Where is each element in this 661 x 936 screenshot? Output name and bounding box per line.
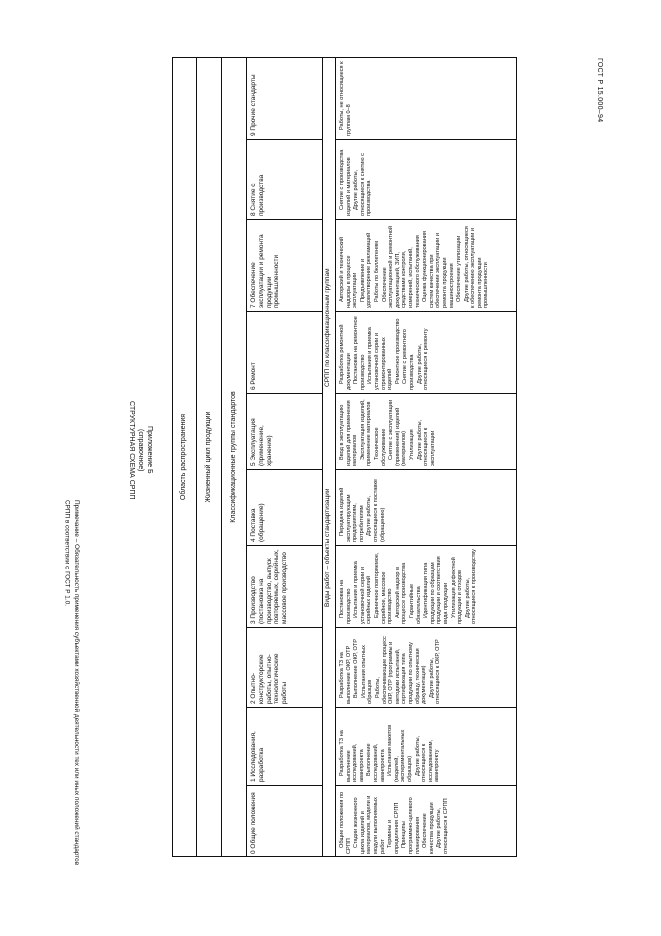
cell-item: Обеспечение эксплуатационной и ремонтной документацией, ЗИП, средствами контроля, измерений, испытаний, технического обслуживания <box>381 225 421 308</box>
column-header: 7 Обеспечение эксплуатации и ремонта продукции промышленности <box>247 219 322 311</box>
cell-item: Идентификация типа продукции по образцам продукции и соответствия вида продукции <box>423 556 449 624</box>
appendix-header <box>118 300 158 600</box>
cell-item: Снятие с производства изделий и материалов <box>339 149 352 216</box>
cell-item: Обеспечение качества продукции <box>422 802 435 854</box>
appendix-heading: СТРУКТУРНАЯ СХЕМА СРПП <box>128 400 135 500</box>
cell-item: Испытания макетов (моделей, экспериментальных образцов) <box>387 724 413 782</box>
cell-item: Разработка ремонтной документации <box>339 324 352 390</box>
table-cell <box>336 469 517 545</box>
cell-item: Другие работы, относящиеся к ОКР, ОТР <box>428 639 442 704</box>
footnote <box>40 500 80 920</box>
cell-item: Работы по бюллетеням <box>373 241 380 302</box>
cell-item: Снятие с ремонтного производства <box>402 329 415 390</box>
table-cell <box>336 707 517 785</box>
cell-item: Работы, обеспечивающие процесс ОКР, ОТР (программы и методики испытаний, сертификация типа продукции по опытному образцу, техническая документация) <box>374 636 428 704</box>
table-cell <box>336 545 517 627</box>
footnote-line: Примечание – Обязательность применения субъектами хозяйственной деятельности тех или иных положений стандартов <box>73 500 80 866</box>
subheader-row <box>322 57 336 857</box>
column-header: 6 Ремонт <box>247 311 322 393</box>
cell-item: Термины и определения СРПП <box>387 802 400 854</box>
cell-item: Предъявление и удовлетворение рекламаций <box>359 232 373 308</box>
cell-item: Испытания и приемка установочной серии и серийных изделий <box>353 561 373 624</box>
table-cell <box>336 139 517 219</box>
cell-item: Утилизация <box>408 429 415 460</box>
cell-item: Другие работы, относящиеся к эксплуатации <box>416 419 436 466</box>
cell-item: Оценка функционирования систем качества при обеспечении эксплуатации и ремонта продукции машиностроения <box>422 231 455 308</box>
cell-item: Ремонтное производство <box>394 318 401 384</box>
table-cell <box>336 785 517 857</box>
cell-item: Постановка на ремонтное производство <box>353 316 366 390</box>
lifecycle-row: Жизненный цикл продукции <box>197 57 222 857</box>
table-cell <box>336 219 517 311</box>
cell-item: Единичное повторяемое, серийное, массовое производство <box>373 552 394 624</box>
cell-item: Гарантийные обязательства <box>408 583 422 624</box>
column-header: 8 Снятие с производства <box>247 139 322 219</box>
appendix-subtitle: (справочное) <box>137 428 144 472</box>
appendix-title: Приложение Б <box>146 426 153 474</box>
table-cell <box>336 393 517 469</box>
cell-item: Другие работы, относящиеся к ремонту <box>416 328 430 390</box>
groups-row: Классификационные группы стандартов <box>222 57 247 857</box>
column-header: 2 Опытно-конструкторские работы, опытно-технологические работы <box>247 627 322 707</box>
table-cell <box>336 311 517 393</box>
column-header: 3 Производство (постановка на производство, выпуск повторяемых, серийных, массовое производство <box>247 545 322 627</box>
subheader-right: СРПП по классификационным группам <box>324 268 331 387</box>
cell-item: Другие работы, относящиеся к поставке (обращению) <box>366 479 386 542</box>
cell-item: Другие работы, относящиеся к снятию с производства <box>353 153 373 216</box>
structure-table <box>172 57 517 857</box>
cell-item: Стадии жизненного цикла изделий и материалов, модели и модули выполняемых работ <box>353 795 386 854</box>
cell-item: Выполнение ОКР, ОТР <box>353 638 360 698</box>
cell-item: Утилизация дефектной продукции и отходов <box>450 557 464 624</box>
footnote-line: СРПП в соответствии с ГОСТ Р 1.0. <box>63 500 71 606</box>
cell-item: Постановка на производство <box>339 579 352 624</box>
scope-row: Область распространения <box>172 57 197 857</box>
column-header: 0 Общие положения <box>247 785 322 857</box>
cell-item: Разработка ТЗ на выполнение ОКР, ОТР <box>339 645 352 704</box>
column-header: 4 Поставка (обращение) <box>247 469 322 545</box>
cell-item: Снятие с эксплуатации (применения) изделий (материалов) <box>388 399 408 466</box>
column-header: 5 Эксплуатация (применение, хранение) <box>247 393 322 469</box>
cell-item: Выполнение исследований, аванпроекта <box>366 743 386 782</box>
cell-item: Другие работы, относящиеся к исследованиям, аванпроекту <box>414 735 441 782</box>
table-cell <box>336 627 517 707</box>
cell-item: Разработка ТЗ на выполнение исследований, аванпроекта <box>339 730 365 782</box>
cell-item: Ввод в эксплуатацию изделий для применения материалов <box>339 400 359 466</box>
cell-item: Передача изделий эксплуатирующим предприятиям, потребителям <box>339 487 365 542</box>
document-code: ГОСТ Р 15.000–94 <box>596 58 603 123</box>
cell-item: Авторский надзор в процессе производства <box>394 562 408 624</box>
cell-item: Другие работы, относящиеся к производству <box>464 549 478 624</box>
column-header: 1 Исследования, разработка <box>247 707 322 785</box>
cell-item: Авторский и технический надзоры в процессе эксплуатации <box>339 236 359 308</box>
cell-item: Другие работы, относящиеся к СРПП <box>436 798 449 854</box>
table-cell <box>336 57 517 139</box>
cell-item: Другие работы, относящиеся к обеспечению эксплуатации и ремонта продукции промышленности <box>463 226 490 308</box>
cell-item: Общие положения по СРПП <box>339 791 352 854</box>
cell-item: Работы, не относящиеся к группам 0–8 <box>339 61 352 136</box>
cell-item: Испытания и приемка установочной серии и отремонтированных изделий <box>367 327 394 390</box>
cell-item: Принципы программно-целевого планирования <box>401 797 421 854</box>
subheader-left: Виды работ – объекты стандартизации <box>324 488 331 607</box>
cell-item: Обеспечение утилизации <box>456 235 463 302</box>
cell-item: Испытания опытных образцов <box>360 645 374 704</box>
cell-item: Техническое обслуживание <box>373 427 387 466</box>
column-header: 9 Прочие стандарты <box>250 74 257 136</box>
cell-item: Эксплуатация изделий, применение материалов <box>359 399 373 466</box>
